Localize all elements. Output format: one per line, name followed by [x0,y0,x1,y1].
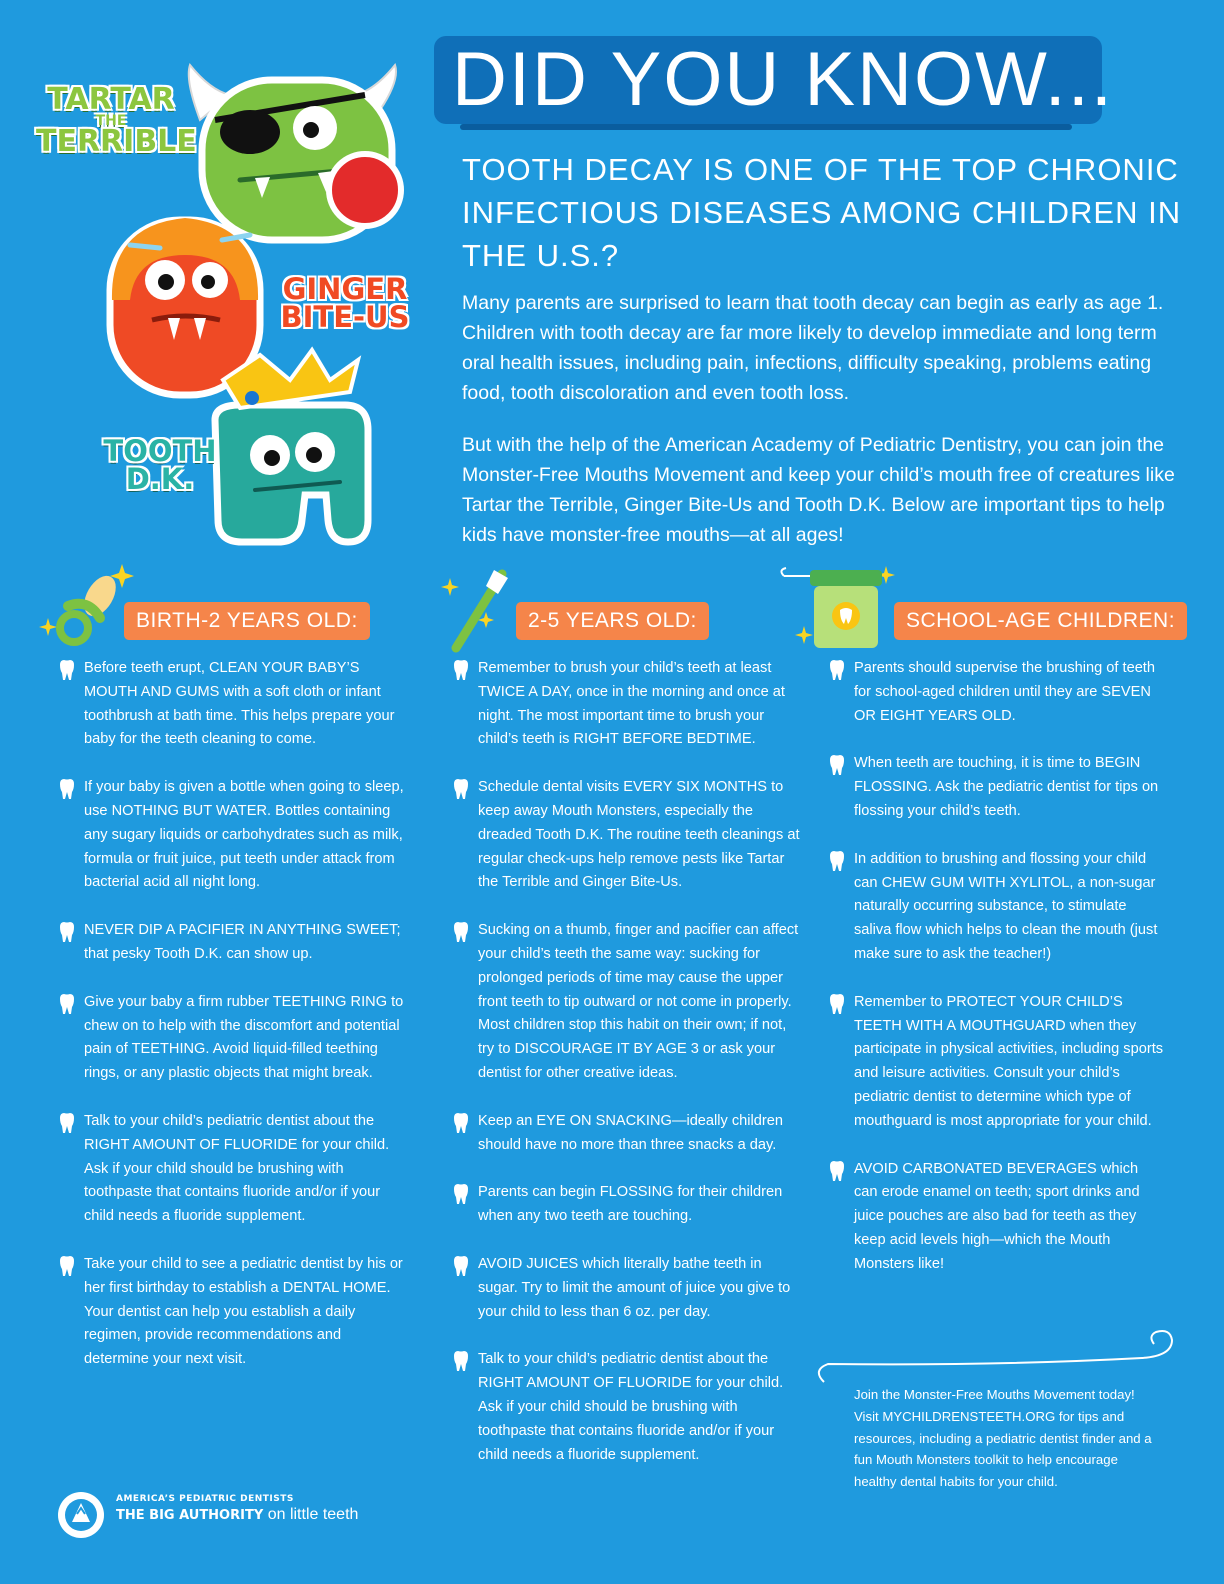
floss-container-icon [776,562,906,652]
tip-text: In addition to brushing and flossing your child can CHEW GUM WITH XYLITOL, a non-sugar naturally occurring substance, to stimulate saliva flow which helps to clean the mouth (just make sure to ask the teacher!) [854,850,1158,962]
tip-text: Remember to brush your child’s teeth at least TWICE A DAY, once in the morning and once at night. The most important time to brush your child’s teeth is RIGHT BEFORE BEDTIME. [478,660,785,748]
tip-text: Give your baby a firm rubber TEETHING RING to chew on to help with the discomfort and potential pain of TEETHING. Avoid liquid-filled teething rings, or any plastic objects that might break. [84,993,404,1082]
tooth-bullet-icon [58,778,76,800]
tip-item [478,1110,802,1158]
headline-question: TOOTH DECAY IS ONE OF THE TOP CHRONIC INFECTIOUS DISEASES AMONG CHILDREN IN THE U.S.? [462,152,1182,273]
tip-item [478,919,802,1086]
tip-text: If your baby is given a bottle when going to sleep, use NOTHING BUT WATER. Bottles containing any sugary liquids or carbohydrates such as milk, formula or fruit juice, put teeth under attack from bacterial acid all night long. [84,779,404,891]
tooth-label-line1: TOOTH [103,434,217,468]
footer-tagline-rest: on little teeth [263,1506,359,1523]
footer-tagline-bold: THE BIG AUTHORITY [116,1508,264,1523]
tooth-bullet-icon [58,993,76,1015]
tooth-bullet-icon [452,1350,470,1372]
footer-tagline [116,1506,358,1524]
tartar-label-line3: TERRIBLE [36,123,197,159]
banner-underline [460,124,1072,130]
tip-text: AVOID CARBONATED BEVERAGES which can erode enamel on teeth; sport drinks and juice pouches are also bad for teeth as they keep acid levels high—which the Mouth Monsters like! [854,1160,1140,1272]
page-title: DID YOU KNOW... [452,37,1115,122]
tooth-bullet-icon [452,921,470,943]
column-school [854,657,1164,1301]
join-callout: Join the Monster-Free Mouths Movement today! Visit MYCHILDRENSTEETH.ORG for tips and resources, including a pediatric dentist finder and a fun Mouth Monsters toolkit to help encourage healthy dental habits for your child. [854,1387,1152,1490]
toothbrush-icon [440,564,514,654]
section-header-birth: BIRTH-2 YEARS OLD: [124,602,370,640]
tooth-bullet-icon [452,1255,470,1277]
tip-item [478,1181,802,1229]
tooth-bullet-icon [58,659,76,681]
tip-item [84,991,410,1086]
tip-text: Parents can begin FLOSSING for their children when any two teeth are touching. [478,1184,783,1225]
tip-text: Talk to your child’s pediatric dentist about the RIGHT AMOUNT OF FLUORIDE for your child. Ask if your child should be brushing with toothpaste that contains fluoride and/or if your child needs a fluoride supplement. [478,1351,784,1463]
tip-item [854,1158,1164,1277]
tip-text: AVOID JUICES which literally bathe teeth in sugar. Try to limit the amount of juice you give to your child to less than 6 oz. per day. [478,1255,791,1320]
footer-tagline-small: AMERICA’S PEDIATRIC DENTISTS [116,1494,294,1504]
tooth-bullet-icon [58,921,76,943]
tip-text: Before teeth erupt, CLEAN YOUR BABY’S MOUTH AND GUMS with a soft cloth or infant toothbrush at bath time. This helps prepare your baby for the teeth cleaning to come. [84,660,395,748]
tip-item [854,657,1164,728]
tooth-bullet-icon [828,850,846,872]
floss-string-divider [812,1326,1184,1392]
tip-item [854,848,1164,967]
tip-item [478,657,802,752]
tooth-bullet-icon [828,1160,846,1182]
tooth-dk-monster [215,350,368,542]
ginger-label-line1: GINGER [282,272,408,306]
section-header-toddler: 2-5 YEARS OLD: [516,602,709,640]
tip-text: Keep an EYE ON SNACKING—ideally children should have no more than three snacks a day. [478,1112,783,1153]
tooth-label-line2: D.K. [125,461,195,496]
tartar-label-line1: TARTAR [47,82,175,117]
tartar-label-line2: THE [95,112,127,129]
tip-text: When teeth are touching, it is time to BEGIN FLOSSING. Ask the pediatric dentist for tips on flossing your child’s teeth. [854,755,1159,819]
tartar-label [36,82,197,159]
tip-text: Talk to your child’s pediatric dentist about the RIGHT AMOUNT OF FLUORIDE for your child. Ask if your child should be brushing with toothpaste that contains fluoride and/or if your child needs a fluoride supplement. [84,1112,390,1225]
column-birth [84,657,410,1396]
pacifier-icon [38,558,134,650]
tooth-bullet-icon [58,1255,76,1277]
ginger-label [280,272,410,334]
tip-item [478,776,802,895]
tip-text: Schedule dental visits EVERY SIX MONTHS to keep away Mouth Monsters, especially the dreaded Tooth D.K. The routine teeth cleanings at regular check-ups help remove pests like Tartar the Terrible and Ginger Bite-Us. [478,779,800,891]
intro-paragraph-1: Many parents are surprised to learn that tooth decay can begin as early as age 1. Children with tooth decay are far more likely to develop immediate and long term oral health issues, including pain, infections, difficulty speaking, problems eating food, tooth discoloration and even tooth loss. [462,292,1164,404]
intro-text [462,288,1194,572]
tip-item [84,1253,410,1372]
intro-paragraph-2: But with the help of the American Academy of Pediatric Dentistry, you can join the Monster-Free Mouths Movement and keep your child’s mouth free of creatures like Tartar the Terrible, Ginger Bite-Us and Tooth D.K. Below are important tips to help kids have monster-free mouths—at all ages! [462,434,1175,546]
tooth-bullet-icon [452,659,470,681]
section-header-school: SCHOOL-AGE CHILDREN: [894,602,1187,640]
tip-text: Sucking on a thumb, finger and pacifier can affect your child’s teeth the same way: sucking for prolonged periods of time may cause the upper front teeth to tip outward or not come in properly. Most children stop this habit on their own; if not, try to DISCOURAGE IT BY AGE 3 or ask your dentist for other creative ideas. [478,922,799,1081]
tooth-bullet-icon [828,754,846,776]
tooth-label [100,434,220,496]
tip-item [84,1110,410,1229]
tip-text: Remember to PROTECT YOUR CHILD’S TEETH WITH A MOUTHGUARD when they participate in physical activities, including sports and leisure activities. Consult your child’s pediatric dentist to determine which type of mouthguard is most appropriate for your child. [854,993,1164,1129]
tartar-monster [189,65,401,240]
tooth-bullet-icon [452,1183,470,1205]
tip-item [84,919,410,967]
column-toddler [478,657,802,1491]
tooth-bullet-icon [452,1112,470,1134]
tooth-bullet-icon [828,993,846,1015]
tip-item [84,776,410,895]
tooth-bullet-icon [828,659,846,681]
tip-text: Take your child to see a pediatric dentist by his or her first birthday to establish a DENTAL HOME. Your dentist can help you establish a daily regimen, provide recommendations and determine your next visit. [84,1255,403,1368]
tip-item [478,1348,802,1467]
tip-text: NEVER DIP A PACIFIER IN ANYTHING SWEET; that pesky Tooth D.K. can show up. [84,922,401,962]
aapd-seal-logo [56,1490,106,1540]
tooth-bullet-icon [452,778,470,800]
tip-item [854,752,1164,823]
tip-text: Parents should supervise the brushing of teeth for school-aged children until they are SEVEN OR EIGHT YEARS OLD. [854,660,1155,724]
tooth-bullet-icon [58,1112,76,1134]
tip-item [478,1253,802,1324]
ginger-label-line2: BITE-US [280,299,410,334]
tip-item [854,991,1164,1134]
tip-item [84,657,410,752]
